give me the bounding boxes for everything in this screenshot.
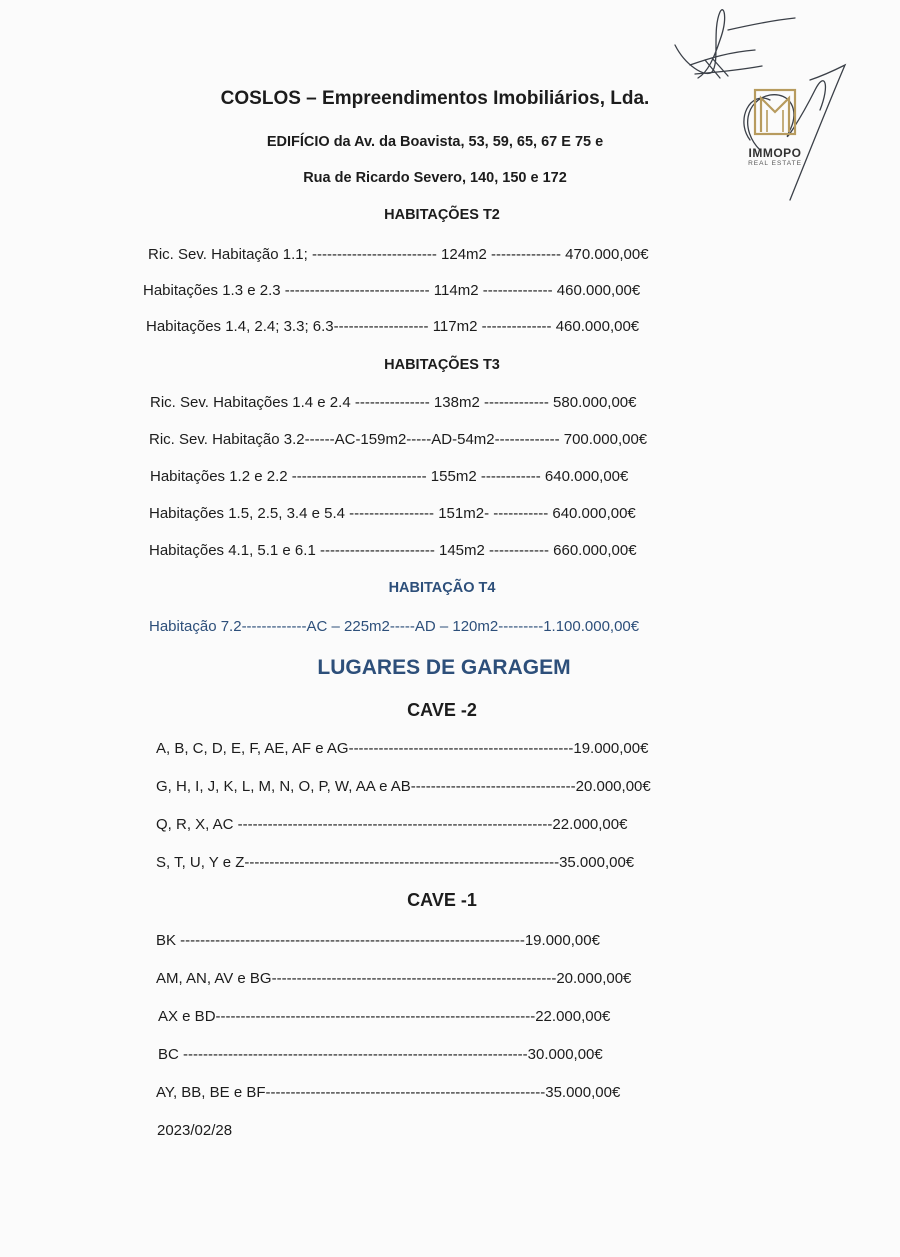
garage-row: BK ---------------------------------------------------------------------19.000,00€: [156, 932, 600, 949]
section-title-cave2: CAVE -2: [407, 700, 477, 720]
garage-row: A, B, C, D, E, F, AE, AF e AG---------------------------------------------19.000,00€: [156, 740, 649, 757]
section-title-cave1: CAVE -1: [407, 890, 477, 910]
price-row: Habitações 1.3 e 2.3 ----------------------------- 114m2 -------------- 460.000,00€: [143, 282, 641, 299]
garage-row: AX e BD----------------------------------------------------------------22.000,00€: [158, 1008, 611, 1025]
price-row: Habitações 4.1, 5.1 e 6.1 ----------------------- 145m2 ------------ 660.000,00€: [149, 542, 637, 559]
garage-row: AM, AN, AV e BG---------------------------------------------------------20.000,00€: [156, 970, 632, 987]
price-row: Habitações 1.2 e 2.2 --------------------------- 155m2 ------------ 640.000,00€: [150, 468, 629, 485]
logo-tagline: REAL ESTATE: [748, 160, 802, 167]
section-title-t4: HABITAÇÃO T4: [388, 580, 496, 596]
garage-row: BC ---------------------------------------------------------------------30.000,00€: [158, 1046, 603, 1063]
logo-name: IMMOPO: [748, 146, 802, 160]
price-row: Ric. Sev. Habitação 3.2------AC-159m2-----AD-54m2------------- 700.000,00€: [149, 431, 648, 448]
company-name: COSLOS – Empreendimentos Imobiliários, Lda.: [220, 88, 650, 109]
garage-row: G, H, I, J, K, L, M, N, O, P, W, AA e AB---------------------------------20.000,00€: [156, 778, 651, 795]
price-row: Habitações 1.5, 2.5, 3.4 e 5.4 ----------------- 151m2- ----------- 640.000,00€: [149, 505, 636, 522]
section-title-garage: LUGARES DE GARAGEM: [317, 656, 571, 679]
price-row: Ric. Sev. Habitações 1.4 e 2.4 --------------- 138m2 ------------- 580.000,00€: [150, 394, 637, 411]
price-row: Ric. Sev. Habitação 1.1; ------------------------- 124m2 -------------- 470.000,00€: [148, 246, 649, 263]
price-row: Habitação 7.2-------------AC – 225m2-----AD – 120m2---------1.100.000,00€: [149, 618, 640, 635]
street-address: Rua de Ricardo Severo, 140, 150 e 172: [303, 170, 567, 186]
section-title-t3: HABITAÇÕES T3: [384, 357, 500, 373]
section-title-t2: HABITAÇÕES T2: [384, 207, 500, 223]
building-address: EDIFÍCIO da Av. da Boavista, 53, 59, 65, 67 E 75 e: [266, 134, 604, 150]
garage-row: AY, BB, BE e BF--------------------------------------------------------35.000,00€: [156, 1084, 621, 1101]
price-row: Habitações 1.4, 2.4; 3.3; 6.3------------------- 117m2 -------------- 460.000,00€: [146, 318, 640, 335]
document-date: 2023/02/28: [157, 1122, 233, 1139]
garage-row: Q, R, X, AC ---------------------------------------------------------------22.000,00€: [156, 816, 628, 833]
garage-row: S, T, U, Y e Z---------------------------------------------------------------35.000,00€: [156, 854, 635, 871]
